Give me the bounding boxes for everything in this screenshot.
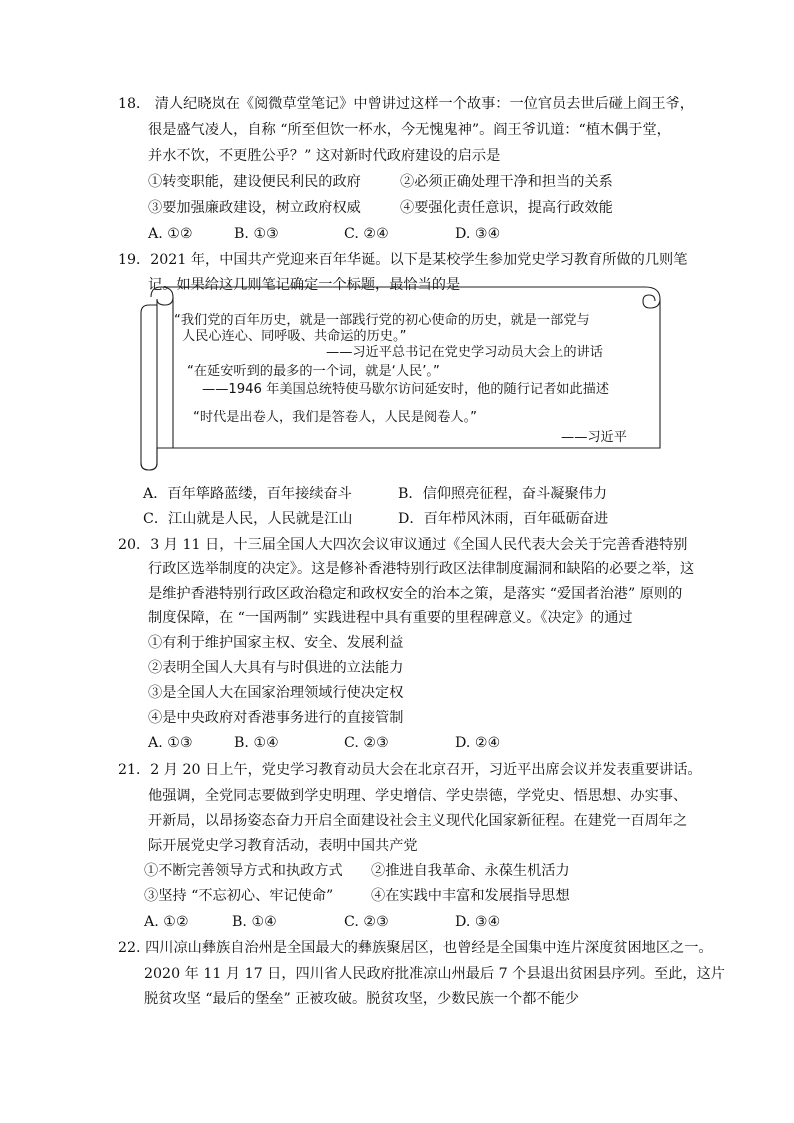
q18-choice-c: C. ②④ <box>344 226 389 242</box>
q18-item-2: ②必须正确处理干净和担当的关系 <box>400 174 613 190</box>
q20-item-3: ③是全国人大在国家治理领域行使决定权 <box>148 685 404 701</box>
q18-line-2: 很是盛气凌人，自称 “所至但饮一杯水，今无愧鬼神”。阎王爷讥道：“植木偶于堂， <box>148 122 671 138</box>
scroll-quote-2: “在延安听到的最多的一个词，就是‘人民’。” <box>187 364 440 379</box>
q19-choice-c: C．江山就是人民，人民就是江山 <box>143 511 353 527</box>
q20-choice-c: C. ②③ <box>344 735 389 751</box>
q21-choice-a: A. ①② <box>144 914 189 930</box>
q18-line-3: 并水不饮，不更胜公乎？” 这对新时代政府建设的启示是 <box>148 148 501 164</box>
q22-line-2: 2020 年 11 月 17 日，四川省人民政府批准凉山州最后 7 个县退出贫困县序列。至此，这片 <box>144 966 725 982</box>
q21-choice-b: B. ①④ <box>232 914 277 930</box>
q20-choice-b: B. ①④ <box>234 735 279 751</box>
scroll-quote-1-line-1: “我们党的百年历史，就是一部践行党的初心使命的历史，就是一部党与 <box>174 313 590 328</box>
q21-item-1: ①不断完善领导方式和执政方式 <box>144 863 343 879</box>
q20-item-4: ④是中央政府对香港事务进行的直接管制 <box>148 710 404 726</box>
q22-line-3: 脱贫攻坚 “最后的堡垒” 正被攻破。脱贫攻坚，少数民族一个都不能少 <box>144 991 579 1007</box>
q21-item-4: ④在实践中丰富和发展指导思想 <box>371 888 570 904</box>
q20-line-4: 制度保障，在 “一国两制” 实践进程中具有重要的里程碑意义。《决定》的通过 <box>148 610 633 626</box>
scroll-quote-1-source: ——习近平总书记在党史学习动员大会上的讲话 <box>326 345 603 360</box>
q21-choice-d: D. ③④ <box>455 914 501 930</box>
q21-line-3: 开新局，以昂扬姿态奋力开启全面建设社会主义现代化国家新征程。在建党一百周年之 <box>148 813 688 829</box>
q18-choice-b: B. ①③ <box>234 226 279 242</box>
q20-choice-d: D. ②④ <box>455 735 501 751</box>
q21-choice-c: C. ②③ <box>344 914 389 930</box>
q21-item-2: ②推进自我革命、永葆生机活力 <box>371 863 570 879</box>
q22-line-1: 22. 四川凉山彝族自治州是全国最大的彝族聚居区，也曾经是全国集中连片深度贫困地区之一。 <box>118 940 713 956</box>
q21-line-2: 他强调，全党同志要做到学史明理、学史增信、学史崇德，学党史、悟思想、办实事、 <box>148 788 688 804</box>
q20-line-3: 是维护香港特别行政区政治稳定和政权安全的治本之策，是落实 “爱国者治港” 原则的 <box>148 586 683 602</box>
q18-line-1: 18． 清人纪晓岚在《阅微草堂笔记》中曾讲过这样一个故事：一位官员去世后碰上阎王爷， <box>118 96 694 112</box>
q19-choice-b: B．信仰照亮征程，奋斗凝聚伟力 <box>398 486 608 502</box>
q18-item-4: ④要强化责任意识，提高行政效能 <box>400 200 613 216</box>
q21-item-3: ③坚持 “不忘初心、牢记使命” <box>144 888 334 904</box>
scroll-quote-2-source: ——1946 年美国总统特使马歇尔访问延安时，他的随行记者如此描述 <box>202 382 610 397</box>
q21-line-1: 21．2 月 20 日上午，党史学习教育动员大会在北京召开，习近平出席会议并发表重要讲话。 <box>118 762 702 778</box>
q18-item-3: ③要加强廉政建设，树立政府权威 <box>148 200 361 216</box>
q20-line-2: 行政区选举制度的决定》。这是修补香港特别行政区法律制度漏洞和缺陷的必要之举，这 <box>148 561 695 577</box>
q19-line-2: 记。如果给这几则笔记确定一个标题，最恰当的是 <box>148 277 461 293</box>
q19-choice-d: D．百年栉风沐雨，百年砥砺奋进 <box>398 511 609 527</box>
q20-item-1: ①有利于维护国家主权、安全、发展利益 <box>148 635 404 651</box>
q18-choice-a: A. ①② <box>148 226 193 242</box>
q19-choice-a: A．百年筚路蓝缕，百年接续奋斗 <box>143 486 352 502</box>
q18-choice-d: D. ③④ <box>455 226 501 242</box>
q21-line-4: 际开展党史学习教育活动，表明中国共产党 <box>148 838 418 854</box>
q20-line-1: 20．3 月 11 日，十三届全国人大四次会议审议通过《全国人民代表大会关于完善香港特别 <box>118 537 688 553</box>
q18-item-1: ①转变职能，建设便民利民的政府 <box>148 174 361 190</box>
q20-item-2: ②表明全国人大具有与时俱进的立法能力 <box>148 660 404 676</box>
scroll-quote-3-source: ——习近平 <box>561 430 627 445</box>
q20-choice-a: A. ①③ <box>148 735 193 751</box>
scroll-quote-3: “时代是出卷人，我们是答卷人，人民是阅卷人。” <box>193 410 477 425</box>
scroll-quote-1-line-2: 人民心连心、同呼吸、共命运的历史。” <box>182 329 407 344</box>
q19-line-1: 19．2021 年，中国共产党迎来百年华诞。以下是某校学生参加党史学习教育所做的几则笔 <box>118 252 688 268</box>
